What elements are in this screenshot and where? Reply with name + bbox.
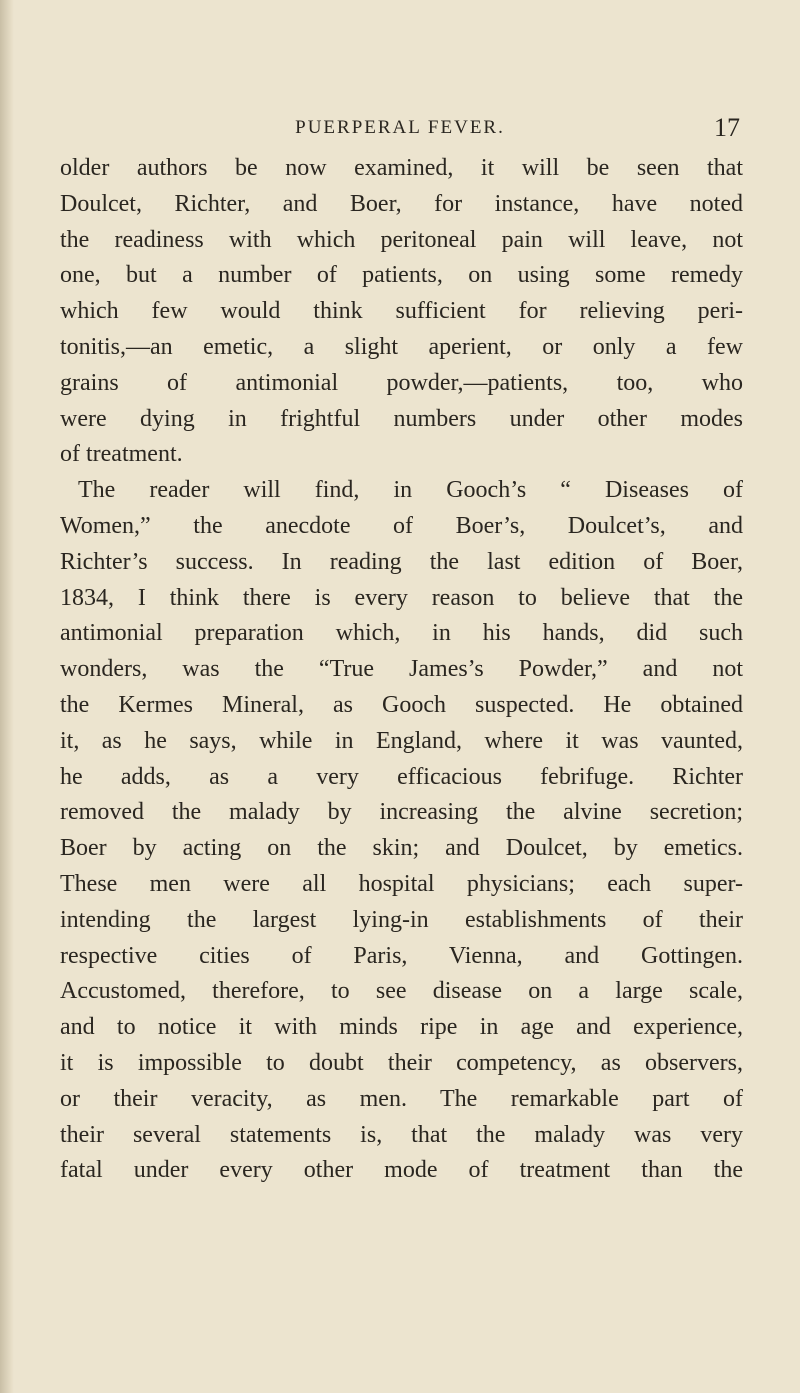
body-text [60, 151, 743, 1189]
text-line: Boer by acting on the skin; and Doulcet, by emetics. [60, 835, 743, 862]
text-line: he adds, as a very efficacious febrifuge. Richter [60, 763, 743, 790]
running-head [60, 113, 740, 145]
text-line: 1834, I think there is every reason to believe that the [60, 584, 743, 611]
text-line: were dying in frightful numbers under other modes [60, 405, 743, 432]
text-line: of treatment. [60, 441, 183, 468]
text-line: older authors be now examined, it will be seen that [60, 155, 743, 181]
text-line: it, as he says, while in England, where it was vaunted, [60, 727, 743, 754]
page-number: 17 [714, 113, 740, 142]
text-line: and to notice it with minds ripe in age and experience, [60, 1014, 743, 1041]
page-edge-shadow [0, 0, 14, 1393]
text-line: the Kermes Mineral, as Gooch suspected. He obtained [60, 691, 743, 718]
text-line: or their veracity, as men. The remarkable part of [60, 1085, 743, 1112]
text-line: Richter’s success. In reading the last edition of Boer, [60, 548, 743, 575]
text-line: intending the largest lying-in establishments of their [60, 906, 743, 933]
text-line: which few would think sufficient for relieving peri- [60, 298, 743, 325]
text-line: The reader will find, in Gooch’s “ Diseases of [78, 477, 743, 504]
text-line: respective cities of Paris, Vienna, and Gottingen. [60, 942, 743, 969]
text-line: These men were all hospital physicians; each super- [60, 870, 743, 897]
text-line: wonders, was the “True James’s Powder,” and not [60, 656, 743, 683]
text-line: antimonial preparation which, in his hands, did such [60, 620, 743, 647]
text-line: their several statements is, that the malady was very [60, 1121, 743, 1148]
text-line: removed the malady by increasing the alvine secretion; [60, 799, 743, 826]
text-line: Doulcet, Richter, and Boer, for instance, have noted [60, 190, 743, 217]
text-line: grains of antimonial powder,—patients, too, who [60, 369, 743, 396]
text-line: Accustomed, therefore, to see disease on a large scale, [60, 978, 743, 1005]
text-line: Women,” the anecdote of Boer’s, Doulcet’s, and [60, 512, 743, 539]
text-line: fatal under every other mode of treatment than the [60, 1157, 743, 1184]
text-line: tonitis,—an emetic, a slight aperient, or only a few [60, 333, 743, 360]
running-title: PUERPERAL FEVER. [295, 117, 505, 138]
text-line: one, but a number of patients, on using some remedy [60, 262, 743, 289]
text-line: it is impossible to doubt their competency, as observers, [60, 1049, 743, 1076]
text-line: the readiness with which peritoneal pain will leave, not [60, 226, 743, 253]
